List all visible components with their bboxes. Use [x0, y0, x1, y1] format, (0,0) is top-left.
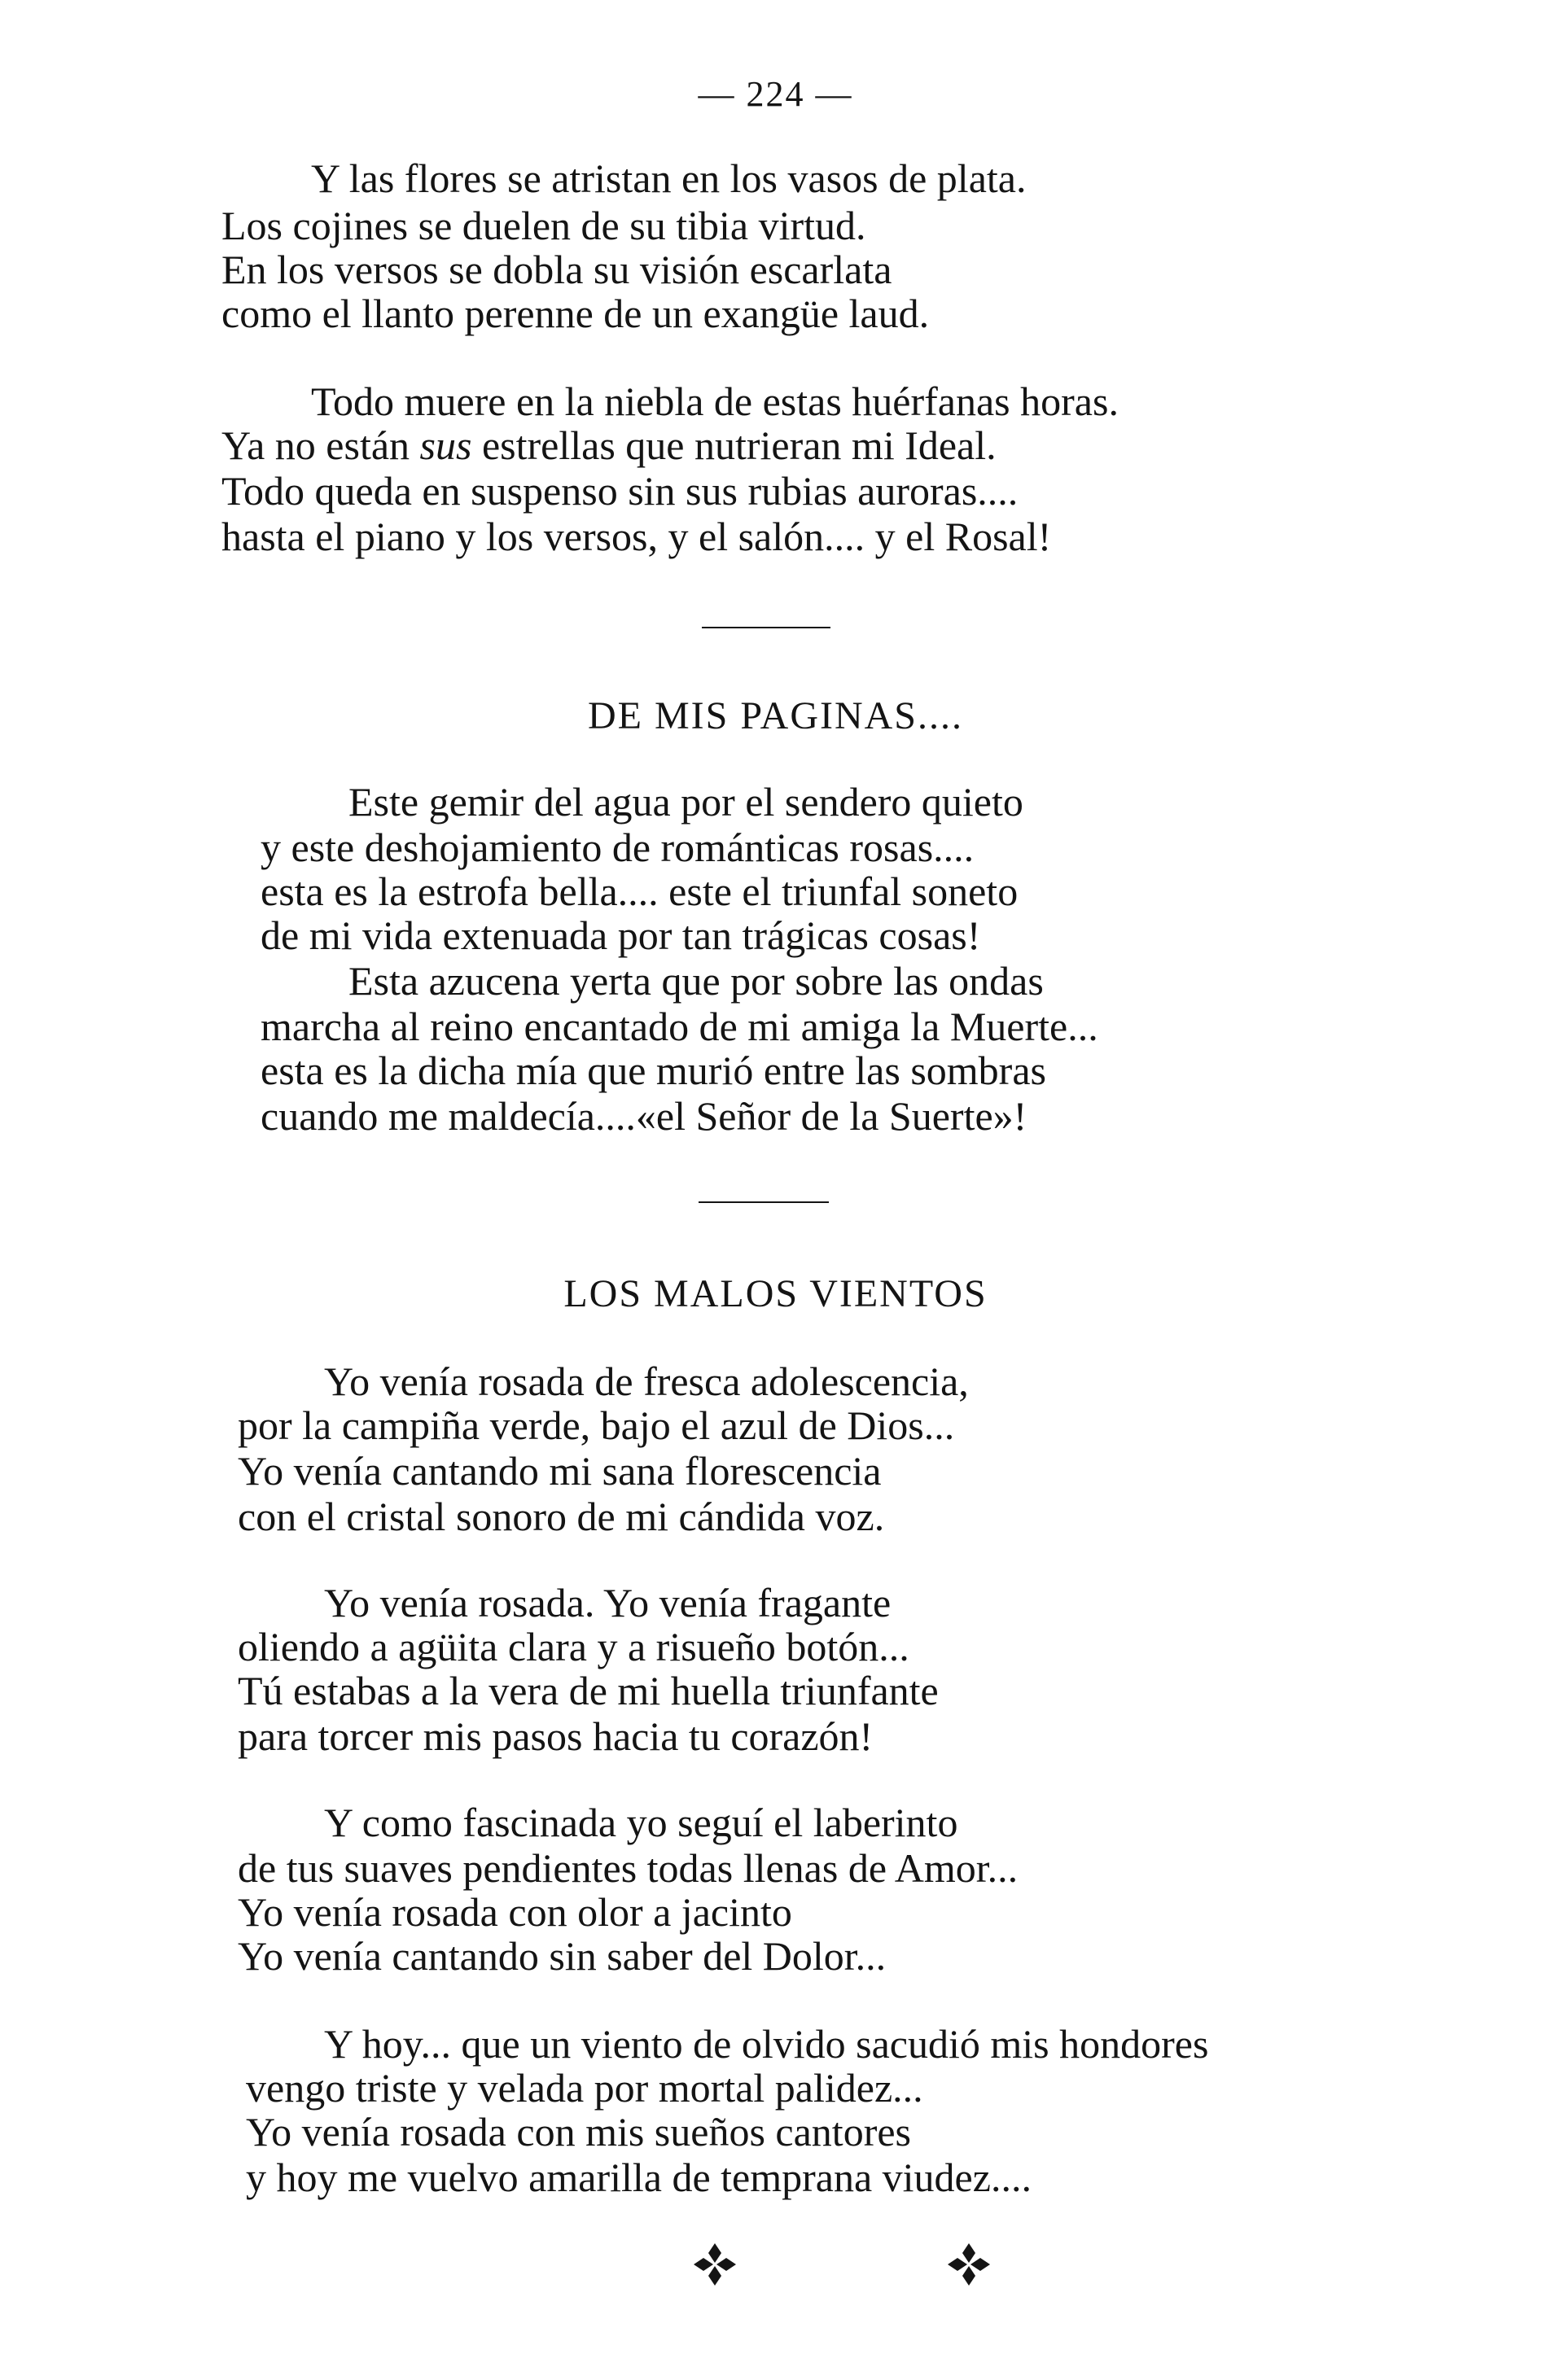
- four-diamond-fleuron-icon: [690, 2240, 739, 2289]
- verse-line: y hoy me vuelvo amarilla de temprana viudez....: [246, 2155, 1032, 2200]
- poem-title: DE MIS PAGINAS....: [588, 694, 963, 737]
- verse-line: Y como fascinada yo seguí el laberinto: [324, 1800, 958, 1845]
- verse-line: con el cristal sonoro de mi cándida voz.: [238, 1494, 885, 1539]
- verse-text: Ya no están: [221, 422, 420, 468]
- verse-line: Todo queda en suspenso sin sus rubias auroras....: [221, 468, 1019, 514]
- verse-line: Y las flores se atristan en los vasos de plata.: [311, 155, 1027, 201]
- verse-line: Yo venía rosada con olor a jacinto: [238, 1889, 792, 1935]
- verse-text: estrellas que nutrieran mi Ideal.: [471, 422, 997, 468]
- verse-line: hasta el piano y los versos, y el salón.... y el Rosal!: [221, 514, 1052, 559]
- verse-line: de mi vida extenuada por tan trágicas cosas!: [261, 912, 981, 958]
- verse-line: En los versos se dobla su visión escarlata: [221, 247, 892, 292]
- verse-line: como el llanto perenne de un exangüe laud.: [221, 291, 930, 336]
- verse-line: Los cojines se duelen de su tibia virtud.: [221, 203, 866, 248]
- poem-title: LOS MALOS VIENTOS: [563, 1272, 988, 1315]
- verse-line: de tus suaves pendientes todas llenas de Amor...: [238, 1845, 1019, 1891]
- verse-line: Yo venía rosada con mis sueños cantores: [246, 2109, 911, 2155]
- verse-line: Este gemir del agua por el sendero quieto: [348, 779, 1023, 825]
- verse-line: esta es la dicha mía que murió entre las sombras: [261, 1048, 1046, 1093]
- verse-line: Yo venía cantando sin saber del Dolor...: [238, 1933, 887, 1979]
- verse-line: Tú estabas a la vera de mi huella triunfante: [238, 1668, 939, 1713]
- verse-line: y este deshojamiento de románticas rosas....: [261, 825, 975, 870]
- verse-line: Y hoy... que un viento de olvido sacudió mis hondores: [324, 2021, 1209, 2067]
- verse-line: [221, 422, 997, 469]
- verse-line: marcha al reino encantado de mi amiga la Muerte...: [261, 1004, 1098, 1049]
- verse-line: oliendo a agüita clara y a risueño botón...: [238, 1624, 909, 1669]
- verse-italic-word: sus: [419, 422, 472, 468]
- section-divider: [702, 627, 830, 628]
- verse-line: Yo venía cantando mi sana florescencia: [238, 1448, 882, 1494]
- verse-line: para torcer mis pasos hacia tu corazón!: [238, 1713, 874, 1759]
- verse-line: Yo venía rosada de fresca adolescencia,: [324, 1358, 969, 1404]
- verse-line: cuando me maldecía....«el Señor de la Suerte»!: [261, 1093, 1027, 1139]
- verse-line: por la campiña verde, bajo el azul de Dios...: [238, 1402, 955, 1448]
- page-number: — 224 —: [698, 74, 853, 114]
- verse-line: Esta azucena yerta que por sobre las ondas: [348, 958, 1044, 1004]
- verse-line: vengo triste y velada por mortal palidez...: [246, 2065, 923, 2111]
- verse-line: Yo venía rosada. Yo venía fragante: [324, 1580, 892, 1625]
- verse-line: esta es la estrofa bella.... este el triunfal soneto: [261, 868, 1019, 914]
- section-divider: [699, 1201, 829, 1203]
- four-diamond-fleuron-icon: [944, 2240, 993, 2289]
- verse-line: Todo muere en la niebla de estas huérfanas horas.: [311, 378, 1119, 424]
